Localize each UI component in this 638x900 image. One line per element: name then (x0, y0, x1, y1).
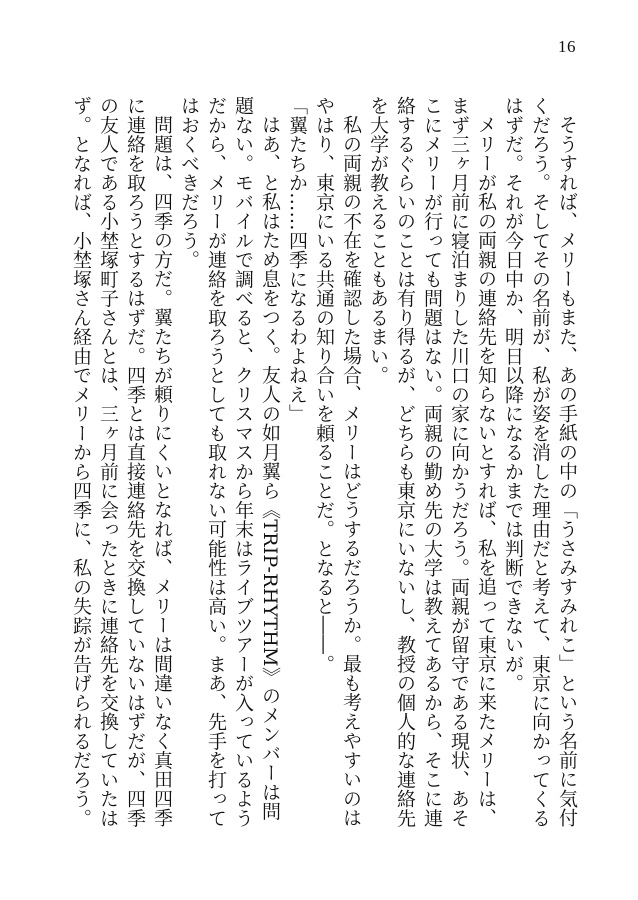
paragraph: メリーが私の両親の連絡先を知らないとすれば、私を追って東京に来たメリーは、まず三ヶ月前に寝泊まりした川口の家に向かうだろう。両親が留守である現状、あそこにメリーが行っても問題はない。両親の勤め先の大学は教えてあるから、そこに連絡するぐらいのことは有り得るが、どちらも東京にいないし、教授の個人的な連絡先を大学が教えることもあるまい。 (367, 96, 497, 828)
paragraph: はあ、と私はため息をつく。友人の如月翼ら《TRIP-RHYTHM》のメンバーは問題ない。モバイルで調べると、クリスマスから年末はライブツアーが入っているようだから、メリーが連絡を取ろうとしても取れない可能性は高い。まあ、先手を打ってはおくべきだろう。 (178, 96, 281, 828)
vertical-text-body (40, 96, 580, 836)
dialogue-line: 「翼たちか……四季になるわよねえ」 (286, 96, 308, 424)
paragraph: そうすれば、メリーもまた、あの手紙の中の「うさみすみれこ」という名前に気付くだろう。そしてその名前が、私が姿を消した理由だと考えて、東京に向かってくるはずだ。それが今日中か、明日以降になるかまでは判断できないが。 (502, 96, 578, 828)
paragraph: 問題は、四季の方だ。翼たちが頼りにくいとなれば、メリーは間違いなく真田四季に連絡を取ろうとするはずだ。四季とは直接連絡先を交換していないはずだが、四季の友人である小埜塚町子さんとは、三ヶ月前に会ったときに連絡先を交換していたはず。となれば、小埜塚さん経由でメリーから四季に、私の失踪が告げられるだろう。 (70, 96, 173, 828)
paragraph: 私の両親の不在を確認した場合、メリーはどうするだろうか。最も考えやすいのはやはり、東京にいる共通の知り合いを頼ることだ。となると――。 (313, 96, 362, 828)
page-number: 16 (558, 37, 576, 56)
